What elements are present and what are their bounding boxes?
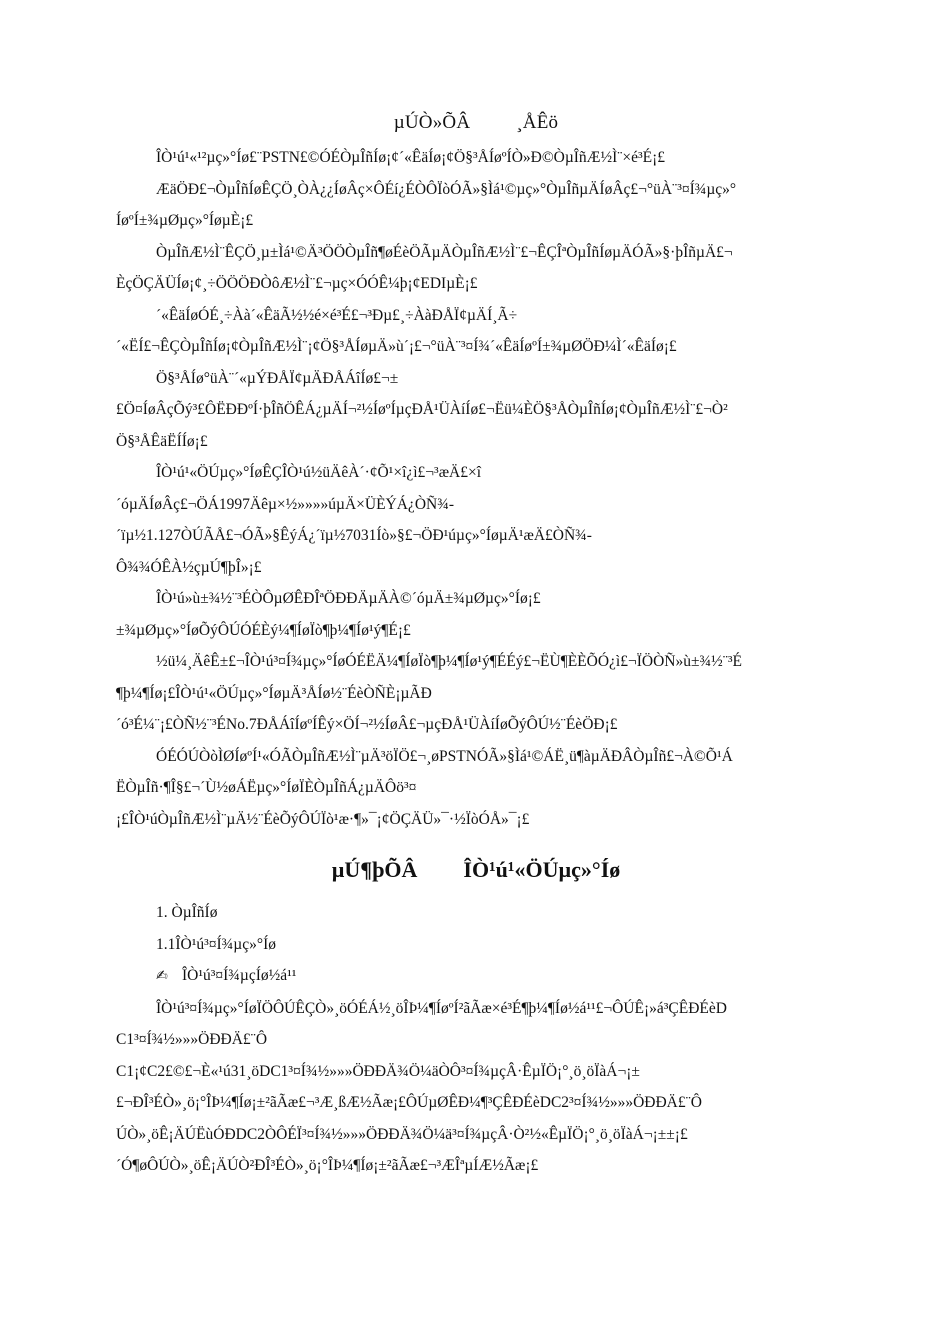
paragraph-line: ÍøºÍ±¾µØµç»°ÍøµÈ¡£ — [116, 212, 254, 229]
paragraph-line: Ö§³ÅÍø°üÀ¨´«µÝÐÅÏ¢µÄÐÅÁîÍø£¬± — [156, 369, 399, 387]
paragraph-line: ´«ÊäÍøÓÉ¸÷Àà´«ÊäÃ½½é×é³É£¬³Ðµ£¸÷ÀàÐÅÏ¢µÄÍ¸Ã÷ — [156, 306, 518, 324]
paragraph-line: ÎÒ¹ú³¤Í¾µç»°ÍøÏÖÔÚÊÇÒ»¸öÓÉÁ½¸öÎÞ¼¶ÍøºÍ²ãÃæ×é³É¶þ¼¶Íø½á¹¹£¬ÔÚÊ¡»á³ÇÊÐÉèD — [156, 999, 727, 1017]
chapter-2-number: µÚ¶þÕÂ — [331, 857, 418, 882]
paragraph-line: ÈçÖÇÄÜÍø¡¢¸÷ÖÖÖÐÒôÆ½Ì¨£¬µç×ÓÓÊ¼þ¡¢EDIµÈ¡£ — [116, 275, 478, 292]
chapter-1-heading — [116, 108, 836, 138]
paragraph-line: ¡£ÎÒ¹úÒµÎñÆ½Ì¨µÄ½¨ÉèÕýÔÚÏò¹æ·¶»¯¡¢ÖÇÄÜ»¯·½ÏòÓÅ»¯¡£ — [116, 810, 530, 828]
paragraph-line: ËÒµÎñ·¶Î§£¬´Ù½øÁËµç»°ÍøÏÈÒµÎñÁ¿µÄÔö³¤ — [116, 779, 417, 796]
paragraph-line: ÚÒ»¸öÊ¡ÄÚËùÓÐDC2ÒÔÉÏ³¤Í¾½»»»ÖÐÐÄ¾Ö¼ä³¤Í¾µçÂ·Ò²½«ÊµÏÖ¡°¸ö¸öÏàÁ¬¡±±¡£ — [116, 1125, 688, 1143]
chapter-2-title: ÎÒ¹ú¹«ÖÚµç»°Íø — [463, 857, 621, 882]
paragraph-line: ÎÒ¹ú¹«ÖÚµç»°ÍøÊÇÎÒ¹ú½üÄêÀ´·¢Õ¹×î¿ì£¬³æÄ£×î — [156, 464, 482, 481]
paragraph-line: Ö§³ÅÊäËÍÍø¡£ — [116, 432, 208, 450]
paragraph-line: ÆäÖÐ£¬ÒµÎñÍøÊÇÖ¸ÒÀ¿¿ÍøÂç×ÔÉí¿ÉÒÔÏòÓÃ»§Ìá¹©µç»°ÒµÎñµÄÍøÂç£¬°üÀ¨³¤Í¾µç»° — [156, 180, 737, 198]
document-page — [116, 108, 836, 1182]
chapter-1-number: µÚÒ»ÕÂ — [393, 112, 471, 133]
paragraph-line: 1.1ÎÒ¹ú³¤Í¾µç»°Íø — [156, 935, 276, 953]
paragraph-line: ¶þ¼¶Íø¡£ÎÒ¹ú¹«ÖÚµç»°ÍøµÄ³ÅÍø½¨ÉèÒÑÈ¡µÃÐ — [116, 684, 432, 702]
pen-icon: ✍ — [156, 968, 168, 984]
chapter-1-title: ¸ÅÊö — [516, 112, 559, 133]
paragraph-line: ÎÒ¹ú»ù±¾½¨³ÉÒÔµØÊÐÎªÖÐÐÄµÄÀ©´óµÄ±¾µØµç»°Íø¡£ — [156, 590, 541, 607]
paragraph-line: ´Ó¶øÔÚÒ»¸öÊ¡ÄÚÒ²ÐÎ³ÉÒ»¸ö¡°ÎÞ¼¶Íø¡±²ãÃæ£¬³ÆÎªµÍÆ½Ãæ¡£ — [116, 1157, 539, 1174]
paragraph-line: ½ü¼¸ÄêÊ±£¬ÎÒ¹ú³¤Í¾µç»°ÍøÓÉËÄ¼¶ÍøÏò¶þ¼¶Íø¹ý¶ÉÉý£¬ËÙ¶ÈÈÕÓ¿ì£¬ÏÖÒÑ»ù±¾½¨³É — [156, 653, 742, 670]
paragraph-line: ´ïµ½1.127ÒÚÃÅ£¬ÓÃ»§ÊýÁ¿´ïµ½7031Íò»§£¬ÖÐ¹úµç»°ÍøµÄ¹æÄ£ÒÑ¾- — [116, 527, 592, 544]
paragraph-line: Ô¾¾ÓÊÀ½çµÚ¶þÎ»¡£ — [116, 558, 262, 576]
paragraph-line: ÎÒ¹ú¹«¹²µç»°Íø£¨PSTN£©ÓÉÒµÎñÍø¡¢´«ÊäÍø¡¢Ö§³ÅÍøºÍÒ»Ð©ÒµÎñÆ½Ì¨×é³É¡£ — [156, 149, 666, 166]
paragraph-line: C1³¤Í¾½»»»ÖÐÐÄ£¨Ô — [116, 1031, 268, 1048]
bullet-line — [116, 960, 836, 993]
chapter-2-heading — [116, 853, 836, 887]
paragraph-line: 1. ÒµÎñÍø — [156, 904, 218, 921]
paragraph-line: ´«ËÍ£¬ÊÇÒµÎñÍø¡¢ÒµÎñÆ½Ì¨¡¢Ö§³ÅÍøµÄ»ù´¡£¬°üÀ¨³¤Í¾´«ÊäÍøºÍ±¾µØÖÐ¼Ì´«ÊäÍø¡£ — [116, 338, 677, 355]
paragraph-line: ´óµÄÍøÂç£¬ÖÁ1997Äêµ×½»»»»úµÄ×ÜÈÝÁ¿ÒÑ¾- — [116, 495, 454, 513]
paragraph-line: £Ö¤ÍøÂçÕý³£ÔËÐÐºÍ·þÎñÖÊÁ¿µÄÍ¬²½ÍøºÍµçÐÅ¹ÜÀíÍø£¬Ëü¼ÈÖ§³ÅÒµÎñÍø¡¢ÒµÎñÆ½Ì¨£¬Ò² — [116, 401, 728, 418]
paragraph-line: £¬ÐÎ³ÉÒ»¸ö¡°ÎÞ¼¶Íø¡±²ãÃæ£¬³Æ¸ßÆ½Ãæ¡£ÔÚµØÊÐ¼¶³ÇÊÐÉèDC2³¤Í¾½»»»ÖÐÐÄ£¨Ô — [116, 1094, 702, 1111]
paragraph-line: ´ó³É¼¨¡£ÒÑ½¨³ÉNo.7ÐÅÁîÍøºÍÊý×ÖÍ¬²½ÍøÂ£¬µçÐÅ¹ÜÀíÍøÕýÔÚ½¨ÉèÖÐ¡£ — [116, 716, 618, 733]
paragraph-line: ±¾µØµç»°ÍøÕýÔÚÓÉÈý¼¶ÍøÏò¶þ¼¶Íø¹ý¶É¡£ — [116, 621, 411, 639]
paragraph-line: ÓÉÓÚÒòÌØÍøºÍ¹«ÓÃÒµÎñÆ½Ì¨µÄ³öÏÖ£¬¸øPSTNÓÃ»§Ìá¹©ÁË¸ü¶àµÄÐÂÒµÎñ£¬À©Õ¹Á — [156, 747, 733, 765]
paragraph-line: C1¡¢C2£©£¬È«¹ú31¸öDC1³¤Í¾½»»»ÖÐÐÄ¾Ö¼äÒÔ³¤Í¾µçÂ·ÊµÏÖ¡°¸ö¸öÏàÁ¬¡± — [116, 1062, 640, 1080]
paragraph-line: ÒµÎñÆ½Ì¨ÊÇÖ¸µ±Ìá¹©Ä³ÖÖÒµÎñ¶øÉèÖÃµÄÒµÎñÆ½Ì¨£¬ÊÇÎªÒµÎñÍøµÄÓÃ»§·þÎñµÄ£¬ — [156, 243, 733, 261]
bullet-text: ÎÒ¹ú³¤Í¾µçÍø½á¹¹ — [182, 967, 297, 984]
